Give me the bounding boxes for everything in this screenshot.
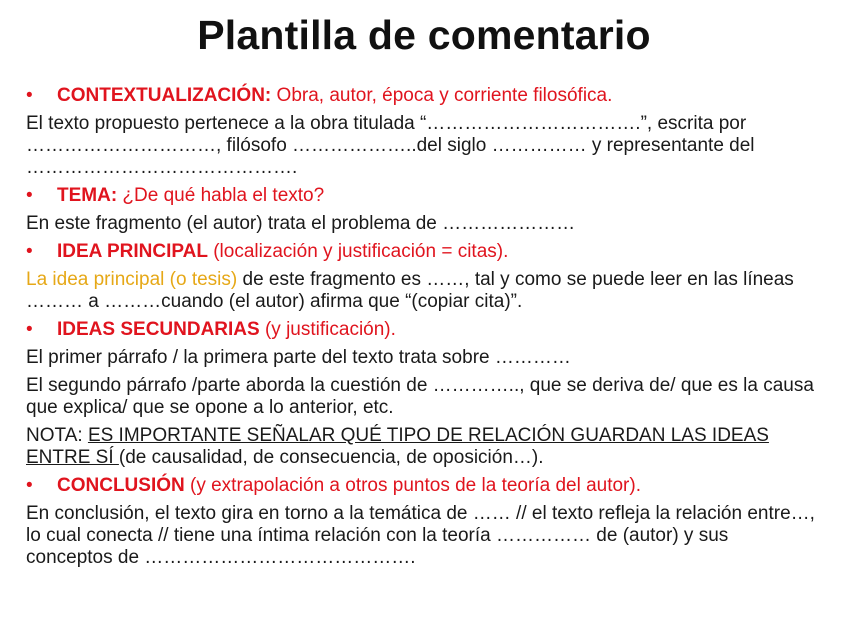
slide-content <box>26 85 816 575</box>
bullet-heading: TEMA: <box>57 185 118 206</box>
paragraph-ideas-secundarias-1: El primer párrafo / la primera parte del texto trata sobre ………… <box>26 347 571 368</box>
note-text: (de causalidad, de consecuencia, de oposición…). <box>118 447 544 468</box>
bullet-conclusion <box>26 475 816 497</box>
note-underlined: ES IMPORTANTE SEÑALAR QUÉ TIPO DE RELACIÓN GUARDAN LAS IDEAS ENTRE SÍ <box>26 425 769 468</box>
paragraph-conclusion: En conclusión, el texto gira en torno a la temática de …… // el texto refleja la relación entre…, lo cual conecta // tiene una íntima relación con la teoría …………… de (autor) y sus conceptos de ……………………………………. <box>26 503 815 568</box>
bullet-text: (y extrapolación a otros puntos de la teoría del autor). <box>184 475 641 496</box>
bullet-text: Obra, autor, época y corriente filosófica. <box>271 85 613 106</box>
bullet-heading: CONTEXTUALIZACIÓN: <box>57 85 272 106</box>
paragraph-text: de este fragmento es ……, tal y como se puede leer en las líneas ……… a ………cuando (el autor) afirma que “(copiar cita)”. <box>26 269 794 312</box>
page-title: Plantilla de comentario <box>197 12 651 58</box>
paragraph-nota <box>26 425 816 469</box>
bullet-dot-icon: • <box>26 241 33 262</box>
bullet-idea-principal <box>26 241 816 263</box>
paragraph-tema: En este fragmento (el autor) trata el problema de ………………… <box>26 213 576 234</box>
bullet-ideas-secundarias <box>26 319 816 341</box>
bullet-dot-icon: • <box>26 185 33 206</box>
bullet-tema <box>26 185 816 207</box>
note-prefix: NOTA: <box>26 425 88 446</box>
bullet-contextualizacion <box>26 85 816 107</box>
paragraph-ideas-secundarias-2: El segundo párrafo /parte aborda la cuestión de ………….., que se deriva de/ que es la causa que explica/ que se opone a lo anterior, etc. <box>26 375 814 418</box>
bullet-text: ¿De qué habla el texto? <box>117 185 325 206</box>
bullet-heading: IDEA PRINCIPAL <box>57 241 208 262</box>
paragraph-idea-principal <box>26 269 816 313</box>
bullet-dot-icon: • <box>26 475 33 496</box>
bullet-dot-icon: • <box>26 85 33 106</box>
bullet-heading: CONCLUSIÓN <box>57 475 185 496</box>
bullet-text: (y justificación). <box>259 319 396 340</box>
bullet-dot-icon: • <box>26 319 33 340</box>
bullet-text: (localización y justificación = citas). <box>207 241 509 262</box>
highlighted-phrase: La idea principal (o tesis) <box>26 269 238 290</box>
paragraph-contextualizacion: El texto propuesto pertenece a la obra titulada “…………………………….”, escrita por …………………………, filósofo ………………..del siglo …………… y representante del ……………………………………. <box>26 113 755 178</box>
bullet-heading: IDEAS SECUNDARIAS <box>57 319 260 340</box>
